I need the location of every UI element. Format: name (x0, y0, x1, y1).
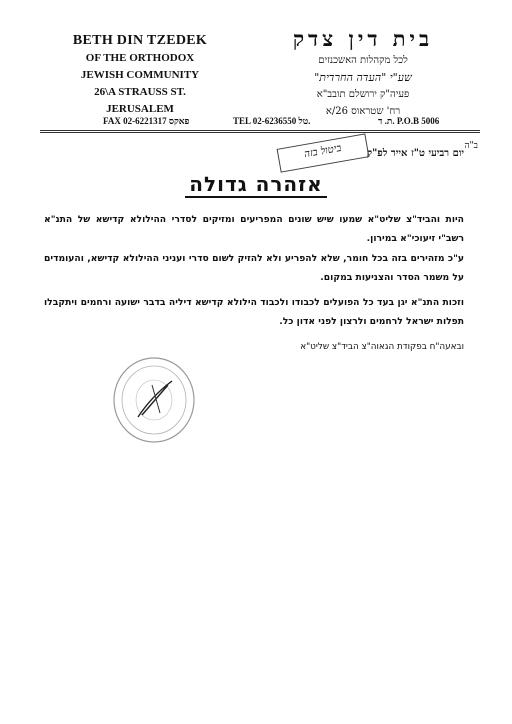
rubber-stamp: ביטול בזה (277, 133, 370, 172)
letterhead-en-line-4: 26\A STRAUSS ST. (94, 86, 186, 98)
letterhead-he-line-2: לכל מקהלות האשכנזים (318, 55, 408, 66)
body-paragraph-2: ע"כ מזהירים בזה בכל חומר, שלא להפריע ולא להזיק לשום סדרי ועניני ההילולא קדישא, והעומדים על משמר הסדר והצניעות במקום. (44, 253, 464, 283)
letterhead-en-line-2: OF THE ORTHODOX (85, 52, 195, 64)
bh-mark: ב"ה (464, 141, 478, 151)
document-title-text: אזהרה גדולה (185, 172, 326, 198)
po-box: ת. ד. P.O.B 5006 (378, 116, 440, 126)
document-title (0, 172, 512, 196)
signoff-line: ובאעה"ח בפקודת הגאוה"צ הביד"צ שליט"א (300, 342, 464, 352)
letterhead-he-line-5: רח' שטראוס 26/א (325, 106, 401, 117)
body-paragraph-1: היות והביד"צ שליט"א שמעו שיש שונים המפריעים ומזיקים לסדרי ההילולא קדישא של התנ"א רשב"י זיעוכי"א במירון. (44, 214, 464, 244)
letterhead-en-line-1: BETH DIN TZEDEK (72, 33, 208, 48)
letterhead-english (55, 32, 225, 118)
header-divider-top (40, 130, 480, 131)
fax-number: FAX 02-6221317 פאקס (103, 116, 190, 126)
letterhead-en-line-3: JEWISH COMMUNITY (80, 69, 200, 81)
letterhead-he-line-3: שע"י "העדה החרדית" (314, 71, 412, 84)
document-date: יום רביעי ט"ז אייר לפ"ק (366, 148, 464, 159)
letterhead-en-line-5: JERUSALEM (106, 103, 174, 115)
letterhead-he-line-1: בית דין צדק (292, 26, 434, 51)
official-seal (112, 355, 197, 445)
letterhead-hebrew (268, 26, 458, 120)
header-divider-bottom (40, 132, 480, 133)
body-paragraph-3: וזכות התנ"א יגן בעד כל הפועלים לכבודו ולכבוד הילולא קדישא דיליה בדבר ישועה ורחמים ויתקבלו תפלות ישראל לרחמים ולרצון לפני אדון כל. (44, 297, 464, 327)
telephone-number: TEL 02-6236550 טל. (233, 116, 311, 126)
letterhead-he-line-4: פעיה"ק ירושלם תובב"א (316, 89, 410, 100)
